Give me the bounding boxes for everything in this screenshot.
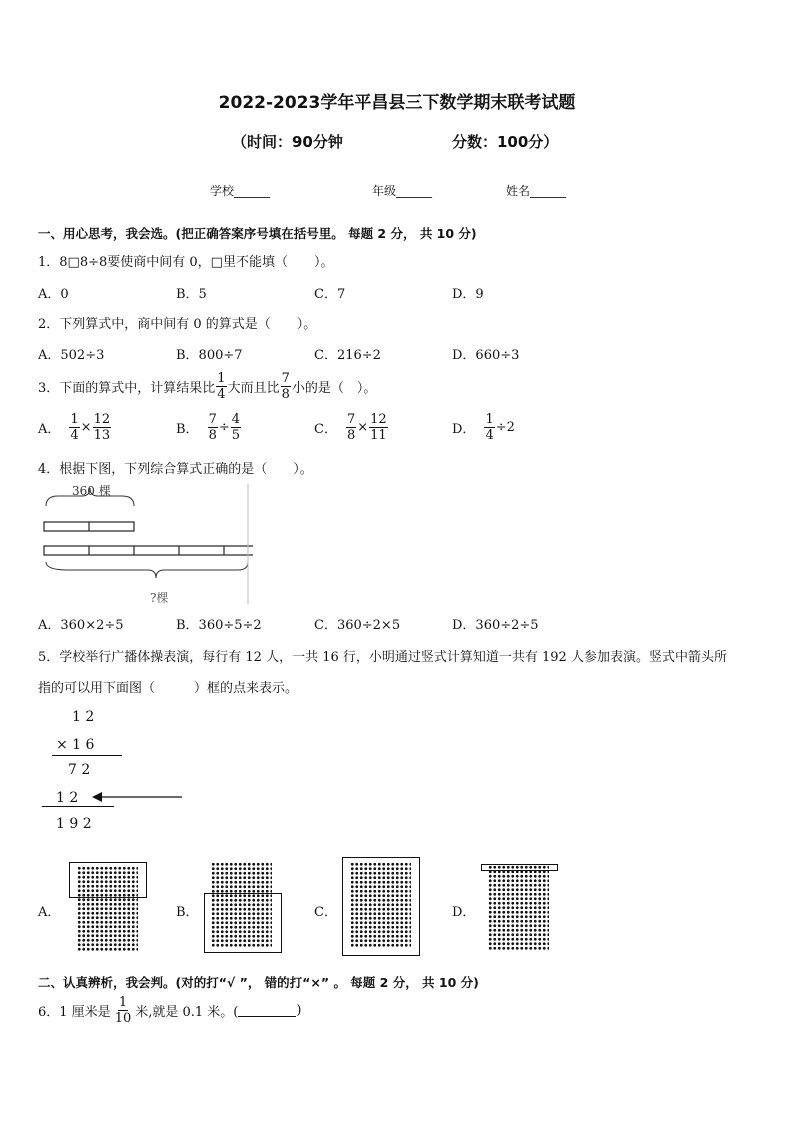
- q6-text-pre: 6．1 厘米是: [38, 1005, 111, 1020]
- school-label: 学校: [210, 184, 235, 198]
- q1-option-c[interactable]: C．7: [314, 287, 346, 302]
- calc-line-5: 1 9 2: [56, 816, 92, 832]
- grade-blank[interactable]: ______: [396, 184, 433, 198]
- page-title: 2022-2023学年平昌县三下数学期末联考试题: [218, 93, 576, 113]
- q6-text-post: 米,就是 0.1 米。(: [135, 1005, 239, 1020]
- q3-fraction-1: $\frac{1}{4}$: [217, 371, 226, 402]
- question-4: 4．根据下图，下列综合算式正确的是（ ）。: [38, 462, 313, 477]
- diagram-bottom-label: ?棵: [150, 591, 169, 605]
- section-2-title: 二、认真辨析，我会判。(对的打“√ ”， 错的打“×” 。 每题 2 分， 共 10 分): [38, 975, 479, 990]
- q5-option-b[interactable]: B．: [176, 905, 199, 920]
- q5-option-a[interactable]: A．: [38, 905, 61, 920]
- calc-rule-2: [42, 806, 114, 807]
- bottom-bar: [44, 546, 253, 555]
- q3-option-b[interactable]: B． $\frac{7}{8}$ ÷ $\frac{4}{5}$: [176, 412, 241, 443]
- q2-option-c[interactable]: C．216÷2: [314, 348, 381, 363]
- dot-box-d[interactable]: [481, 864, 558, 871]
- q4-option-c[interactable]: C．360÷2×5: [314, 618, 401, 633]
- dot-box-a[interactable]: [69, 862, 147, 898]
- q5-option-d[interactable]: D．: [452, 905, 476, 920]
- arrow-icon: [92, 790, 184, 804]
- calc-line-4: 1 2: [56, 790, 79, 806]
- q3-fraction-2: $\frac{7}{8}$: [281, 371, 290, 402]
- q3-option-d[interactable]: D． $\frac{1}{4}$ ÷2: [452, 412, 515, 443]
- q2-option-d[interactable]: D．660÷3: [452, 348, 520, 363]
- q3-option-a[interactable]: A． $\frac{1}{4}$ × $\frac{12}{13}$: [38, 412, 111, 443]
- name-field: [506, 182, 566, 199]
- q6-text-close: ): [296, 1003, 302, 1018]
- q5-option-c[interactable]: C．: [314, 905, 337, 920]
- q2-option-a[interactable]: A．502÷3: [38, 348, 105, 363]
- q6-fraction: $\frac{1}{10}$: [114, 995, 132, 1026]
- calc-rule-1: [52, 755, 122, 756]
- q1-option-a[interactable]: A．0: [38, 287, 69, 302]
- q3-option-c[interactable]: C． $\frac{7}{8}$ × $\frac{12}{11}$: [314, 412, 387, 443]
- calc-line-3: 7 2: [68, 762, 91, 778]
- dot-grid-d: [488, 865, 549, 951]
- diagram-top-label: 360 棵: [72, 484, 111, 498]
- exam-time: （时间：90分钟: [232, 133, 343, 151]
- q3-text-pre: 3．下面的算式中，计算结果比: [38, 381, 216, 396]
- q4-option-d[interactable]: D．360÷2÷5: [452, 618, 539, 633]
- calc-line-1: 1 2: [72, 709, 95, 725]
- dot-box-c[interactable]: [342, 857, 420, 956]
- q6-answer-blank[interactable]: [238, 1004, 296, 1017]
- dot-box-b[interactable]: [204, 893, 282, 953]
- question-6: [38, 995, 301, 1026]
- question-1: 1．8□8÷8要使商中间有 0，□里不能填（ ）。: [38, 255, 334, 270]
- question-5-line-1: 5．学校举行广播体操表演，每行有 12 人，一共 16 行，小明通过竖式计算知道一共有 192 人参加表演。竖式中箭头所: [38, 650, 727, 665]
- school-blank[interactable]: ______: [234, 184, 271, 198]
- bottom-brace: [46, 562, 248, 578]
- name-label: 姓名: [506, 184, 531, 198]
- question-5-line-2: 指的可以用下面图（ ）框的点来表示。: [38, 681, 299, 696]
- calc-line-2: × 1 6: [56, 737, 95, 753]
- question-2: 2．下列算式中，商中间有 0 的算式是（ ）。: [38, 317, 317, 332]
- q4-option-b[interactable]: B．360÷5÷2: [176, 618, 262, 633]
- grade-field: [372, 182, 432, 199]
- name-blank[interactable]: ______: [530, 184, 567, 198]
- school-field: [210, 182, 270, 199]
- q4-option-a[interactable]: A．360×2÷5: [38, 618, 124, 633]
- q1-option-d[interactable]: D．9: [452, 287, 484, 302]
- q1-option-b[interactable]: B．5: [176, 287, 207, 302]
- q4-segment-diagram: [38, 482, 253, 607]
- exam-score: 分数：100分）: [452, 133, 559, 151]
- q2-option-b[interactable]: B．800÷7: [176, 348, 243, 363]
- question-3: [38, 371, 376, 402]
- q3-text-mid: 大而且比: [227, 381, 280, 396]
- section-1-title: 一、用心思考，我会选。(把正确答案序号填在括号里。 每题 2 分， 共 10 分): [38, 226, 477, 241]
- grade-label: 年级: [372, 184, 397, 198]
- q3-text-post: 小的是（ ）。: [291, 381, 377, 396]
